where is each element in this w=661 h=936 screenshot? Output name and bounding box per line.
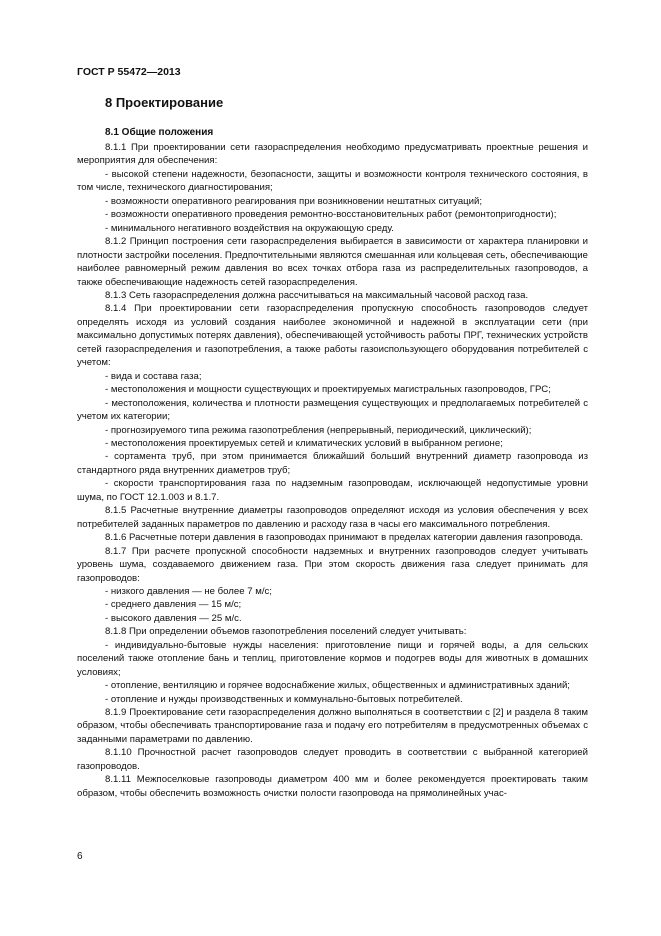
section-title: 8 Проектирование xyxy=(105,95,224,110)
list-item: - скорости транспортирования газа по надземным газопроводам, исключающей недопустимые уровни шума, по ГОСТ 12.1.003 и 8.1.7. xyxy=(77,478,588,503)
subsection-title: 8.1 Общие положения xyxy=(105,127,214,138)
list-item: - высокого давления — 25 м/с. xyxy=(105,612,242,624)
paragraph-8-1-1: 8.1.1 При проектировании сети газораспределения необходимо предусматривать проектные решения и мероприятия для обеспечения: xyxy=(77,142,588,167)
list-item: - местоположения и мощности существующих и проектируемых магистральных газопроводов, ГРС; xyxy=(105,384,551,396)
paragraph-8-1-10: 8.1.10 Прочностной расчет газопроводов следует проводить в соответствии с выбранной категорией газопроводов. xyxy=(77,747,588,772)
list-item: - среднего давления — 15 м/с; xyxy=(105,599,242,611)
list-item: - возможности оперативного проведения ремонтно-восстановительных работ (ремонтопригодности); xyxy=(105,209,557,221)
paragraph-8-1-9: 8.1.9 Проектирование сети газораспределения должно выполняться в соответствии с [2] и раздела 8 таким образом, чтобы обеспечивать транспортирование газа и подачу его потребителям в предусмотренных объемах с заданными параметрами по давлению. xyxy=(77,707,588,745)
list-item: - минимального негативного воздействия на окружающую среду. xyxy=(105,222,394,234)
paragraph-8-1-5: 8.1.5 Расчетные внутренние диаметры газопроводов определяют исходя из условия обеспечения у всех потребителей заданных параметров по давлению и расходу газа в часы его максимального потребления. xyxy=(77,505,588,530)
paragraph-8-1-11: 8.1.11 Межпоселковые газопроводы диаметром 400 мм и более рекомендуется проектировать таким образом, чтобы обеспечить возможность очистки полости газопровода на прямолинейных учас- xyxy=(77,774,588,799)
list-item: - индивидуально-бытовые нужды населения: приготовление пищи и горячей воды, а для сельских поселений также отопление бань и теплиц, приготовление кормов и подогрев воды для животных в домашних условиях; xyxy=(77,639,588,678)
list-item: - прогнозируемого типа режима газопотребления (непрерывный, периодический, циклический); xyxy=(105,424,532,436)
standard-header: ГОСТ Р 55472—2013 xyxy=(77,66,181,78)
page-number: 6 xyxy=(77,851,83,862)
list-item: - сортамента труб, при этом принимается ближайший больший внутренний диаметр газопровода из стандартного ряда внутренних диаметров труб; xyxy=(77,451,588,476)
paragraph-8-1-3: 8.1.3 Сеть газораспределения должна рассчитываться на максимальный часовой расход газа. xyxy=(105,289,529,301)
paragraph-8-1-8: 8.1.8 При определении объемов газопотребления поселений следует учитывать: xyxy=(105,626,467,638)
paragraph-8-1-7: 8.1.7 При расчете пропускной способности надземных и внутренних газопроводов следует учитывать уровень шума, создаваемого движением газа. При этом скорость движения газа следует принимать для газопроводов: xyxy=(77,545,588,584)
paragraph-8-1-6: 8.1.6 Расчетные потери давления в газопроводах принимают в пределах категории давления газопровода. xyxy=(105,532,583,544)
paragraph-8-1-2: 8.1.2 Принцип построения сети газораспределения выбирается в зависимости от характера планировки и плотности застройки поселения. Предпочтительными являются смешанная или кольцевая сеть, обеспечивающие наиболее равномерный режим давления во всех точках отбора газа из распределительных газопроводов, а также обеспечивающие надежность сетей газораспределения. xyxy=(77,236,588,288)
list-item: - местоположения проектируемых сетей и климатических условий в выбранном регионе; xyxy=(105,437,503,449)
list-item: - низкого давления — не более 7 м/с; xyxy=(105,585,272,597)
list-item: - отопление и нужды производственных и коммунально-бытовых потребителей. xyxy=(105,693,463,705)
document-body xyxy=(77,141,588,800)
paragraph-8-1-4: 8.1.4 При проектировании сети газораспределения пропускную способность газопроводов следует определять исходя из условий создания наиболее экономичной и надежной в эксплуатации сети (при максимально допустимых потерях давления), обеспечивающей устойчивость работы ПРГ, технических устройств сетей газораспределения и газопотребления, а также работы газоиспользующего оборудования потребителей с учетом: xyxy=(77,303,588,369)
list-item: - местоположения, количества и плотности размещения существующих и предполагаемых потребителей с учетом их категории; xyxy=(77,397,588,423)
list-item: - вида и состава газа; xyxy=(105,370,202,382)
list-item: - отопление, вентиляцию и горячее водоснабжение жилых, общественных и административных зданий; xyxy=(105,680,570,692)
list-item: - возможности оперативного реагирования при возникновении нештатных ситуаций; xyxy=(105,195,483,207)
list-item: - высокой степени надежности, безопасности, защиты и возможности контроля технического состояния, в том числе, технического диагностирования; xyxy=(77,168,588,194)
